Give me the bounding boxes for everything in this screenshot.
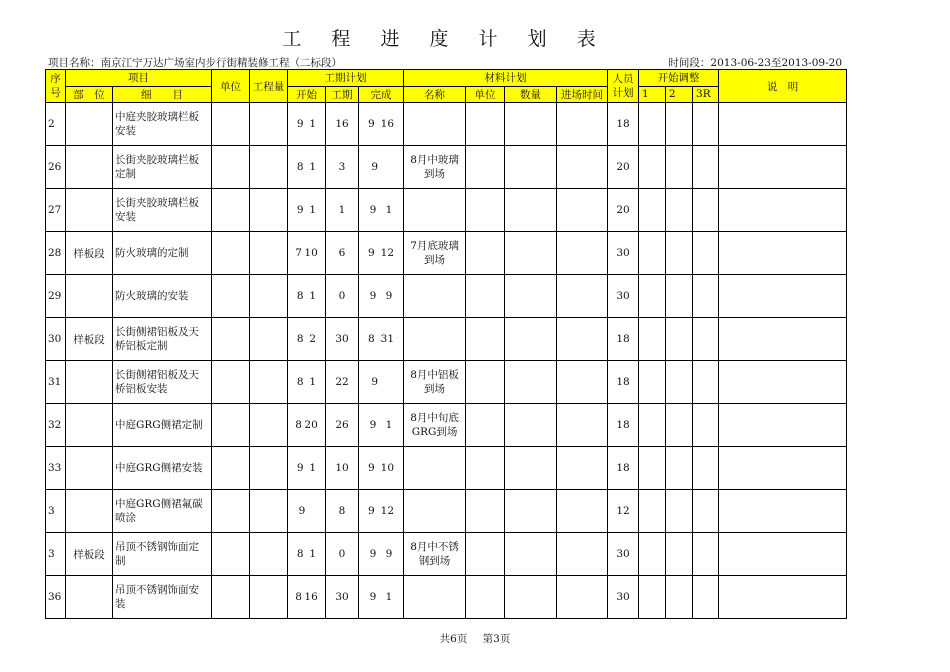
cell-detail: 长街夹胶玻璃栏板安装 <box>113 189 212 232</box>
cell-workers: 30 <box>608 576 639 619</box>
table-row <box>46 533 847 576</box>
cell-material-qty <box>505 232 557 275</box>
cell-quantity <box>250 318 288 361</box>
header-duration: 工期 <box>326 86 359 103</box>
cell-material-qty <box>505 275 557 318</box>
cell-adj-2 <box>666 275 693 318</box>
cell-part: 样板段 <box>66 318 113 361</box>
cell-seq: 26 <box>46 146 66 189</box>
cell-start-month: 8 <box>296 548 304 560</box>
cell-part <box>66 490 113 533</box>
cell-start <box>288 189 326 232</box>
cell-material-qty <box>505 490 557 533</box>
cell-quantity <box>250 275 288 318</box>
cell-part <box>66 576 113 619</box>
cell-duration: 30 <box>326 318 359 361</box>
cell-finish <box>359 576 404 619</box>
cell-material-unit <box>466 447 505 490</box>
cell-arrival <box>557 103 608 146</box>
cell-part <box>66 189 113 232</box>
cell-adj-3r <box>693 189 719 232</box>
table-body <box>46 103 847 619</box>
cell-remark <box>719 361 847 404</box>
cell-adj-1 <box>639 361 666 404</box>
cell-arrival <box>557 232 608 275</box>
cell-finish-month: 9 <box>367 247 375 259</box>
cell-quantity <box>250 103 288 146</box>
cell-arrival <box>557 189 608 232</box>
cell-duration: 3 <box>326 146 359 189</box>
cell-adj-1 <box>639 490 666 533</box>
cell-unit <box>212 318 250 361</box>
header-arrival: 进场时间 <box>557 86 608 103</box>
cell-quantity <box>250 447 288 490</box>
cell-unit <box>212 576 250 619</box>
cell-part <box>66 404 113 447</box>
page-footer <box>0 631 950 646</box>
cell-adj-1 <box>639 404 666 447</box>
cell-part <box>66 361 113 404</box>
table-row <box>46 189 847 232</box>
cell-remark <box>719 275 847 318</box>
cell-adj-1 <box>639 103 666 146</box>
cell-finish-day: 12 <box>380 247 395 259</box>
cell-finish <box>359 275 404 318</box>
header-adj-2: 2 <box>666 86 693 103</box>
cell-adj-3r <box>693 146 719 189</box>
cell-finish-month: 9 <box>369 548 377 560</box>
header-workers: 人员计划 <box>608 70 639 103</box>
cell-finish-month: 9 <box>367 118 375 130</box>
cell-workers: 20 <box>608 146 639 189</box>
cell-seq: 27 <box>46 189 66 232</box>
cell-unit <box>212 490 250 533</box>
cell-adj-1 <box>639 318 666 361</box>
cell-material-unit <box>466 576 505 619</box>
cell-material-name: 8月中玻璃到场 <box>404 146 466 189</box>
cell-material-qty <box>505 189 557 232</box>
cell-start-month: 7 <box>295 247 302 259</box>
cell-start-day: 1 <box>309 161 317 173</box>
cell-detail: 中庭GRG侧裙定制 <box>113 404 212 447</box>
cell-quantity <box>250 490 288 533</box>
cell-seq: 2 <box>46 103 66 146</box>
cell-unit <box>212 275 250 318</box>
cell-part: 样板段 <box>66 533 113 576</box>
cell-remark <box>719 490 847 533</box>
cell-start <box>288 146 326 189</box>
cell-material-qty <box>505 447 557 490</box>
cell-start-month: 8 <box>296 161 304 173</box>
cell-duration: 30 <box>326 576 359 619</box>
cell-adj-2 <box>666 318 693 361</box>
cell-arrival <box>557 318 608 361</box>
table-row <box>46 490 847 533</box>
cell-finish-day: 12 <box>380 505 395 517</box>
cell-arrival <box>557 533 608 576</box>
header-adjust: 开始调整 <box>639 70 719 87</box>
cell-finish <box>359 318 404 361</box>
cell-material-unit <box>466 103 505 146</box>
cell-finish-month: 9 <box>369 419 377 431</box>
cell-finish-day: 9 <box>385 548 393 560</box>
table-row <box>46 232 847 275</box>
cell-workers: 30 <box>608 533 639 576</box>
cell-detail: 长街夹胶玻璃栏板定制 <box>113 146 212 189</box>
cell-seq: 33 <box>46 447 66 490</box>
header-part: 部 位 <box>66 86 113 103</box>
cell-material-name <box>404 318 466 361</box>
header-start: 开始 <box>288 86 326 103</box>
cell-start-day: 1 <box>309 118 317 130</box>
cell-seq: 32 <box>46 404 66 447</box>
table-header <box>46 70 847 103</box>
cell-unit <box>212 447 250 490</box>
cell-duration: 1 <box>326 189 359 232</box>
cell-quantity <box>250 232 288 275</box>
cell-seq: 29 <box>46 275 66 318</box>
cell-material-name <box>404 490 466 533</box>
cell-adj-2 <box>666 576 693 619</box>
table-row <box>46 361 847 404</box>
cell-start-day: 1 <box>309 204 317 216</box>
cell-material-qty <box>505 404 557 447</box>
cell-detail: 长街侧裙铝板及天桥铝板安装 <box>113 361 212 404</box>
cell-finish-month: 9 <box>369 204 377 216</box>
cell-finish-month: 9 <box>369 591 377 603</box>
cell-start-day: 1 <box>309 376 317 388</box>
cell-quantity <box>250 576 288 619</box>
cell-adj-3r <box>693 318 719 361</box>
cell-start-month: 9 <box>296 204 304 216</box>
cell-start <box>288 533 326 576</box>
cell-unit <box>212 361 250 404</box>
cell-adj-2 <box>666 103 693 146</box>
cell-finish-day: 9 <box>385 290 393 302</box>
cell-arrival <box>557 146 608 189</box>
cell-workers: 18 <box>608 447 639 490</box>
cell-detail: 吊顶不锈钢饰面安装 <box>113 576 212 619</box>
header-remark: 说 明 <box>719 70 847 103</box>
cell-material-unit <box>466 490 505 533</box>
cell-duration: 22 <box>326 361 359 404</box>
header-seq: 序号 <box>46 70 66 103</box>
cell-detail: 防火玻璃的定制 <box>113 232 212 275</box>
cell-material-unit <box>466 318 505 361</box>
cell-finish-day: 31 <box>380 333 395 345</box>
cell-adj-2 <box>666 533 693 576</box>
cell-start-month: 8 <box>296 376 304 388</box>
cell-detail: 防火玻璃的安装 <box>113 275 212 318</box>
cell-start-month: 8 <box>296 333 304 345</box>
cell-duration: 26 <box>326 404 359 447</box>
cell-finish <box>359 447 404 490</box>
cell-seq: 36 <box>46 576 66 619</box>
header-finish: 完成 <box>359 86 404 103</box>
cell-finish <box>359 533 404 576</box>
cell-material-qty <box>505 146 557 189</box>
cell-duration: 0 <box>326 275 359 318</box>
cell-arrival <box>557 275 608 318</box>
cell-adj-1 <box>639 576 666 619</box>
cell-start-month: 8 <box>295 419 302 431</box>
cell-start <box>288 318 326 361</box>
table-row <box>46 576 847 619</box>
cell-unit <box>212 404 250 447</box>
cell-material-name <box>404 447 466 490</box>
cell-start-day: 16 <box>304 591 318 603</box>
cell-finish-month: 9 <box>367 505 375 517</box>
cell-material-unit <box>466 189 505 232</box>
cell-material-unit <box>466 404 505 447</box>
cell-material-unit <box>466 361 505 404</box>
cell-seq: 3 <box>46 533 66 576</box>
cell-material-qty <box>505 318 557 361</box>
cell-material-unit <box>466 232 505 275</box>
cell-unit <box>212 533 250 576</box>
cell-finish-day: 16 <box>380 118 395 130</box>
cell-start <box>288 361 326 404</box>
header-mat-qty: 数量 <box>505 86 557 103</box>
cell-part <box>66 103 113 146</box>
header-quantity: 工程量 <box>250 70 288 103</box>
cell-adj-3r <box>693 232 719 275</box>
cell-finish-day: 1 <box>385 204 393 216</box>
cell-start <box>288 447 326 490</box>
cell-start-day: 1 <box>309 290 317 302</box>
cell-start <box>288 576 326 619</box>
cell-finish <box>359 232 404 275</box>
cell-remark <box>719 146 847 189</box>
cell-material-name <box>404 103 466 146</box>
schedule-table <box>45 69 847 619</box>
time-period: 时间段：2013-06-23至2013-09-20 <box>668 57 842 69</box>
cell-material-qty <box>505 103 557 146</box>
cell-adj-3r <box>693 361 719 404</box>
cell-duration: 8 <box>326 490 359 533</box>
cell-adj-2 <box>666 404 693 447</box>
cell-remark <box>719 533 847 576</box>
cell-workers: 18 <box>608 404 639 447</box>
page-title: 工 程 进 度 计 划 表 <box>282 28 608 50</box>
cell-adj-1 <box>639 447 666 490</box>
cell-finish-month: 9 <box>367 462 375 474</box>
cell-material-unit <box>466 533 505 576</box>
cell-detail: 吊顶不锈钢饰面定制 <box>113 533 212 576</box>
cell-adj-1 <box>639 533 666 576</box>
header-detail: 细 目 <box>113 86 212 103</box>
cell-adj-3r <box>693 275 719 318</box>
cell-start-month: 9 <box>296 118 304 130</box>
header-mat-name: 名称 <box>404 86 466 103</box>
table-row <box>46 103 847 146</box>
cell-material-name <box>404 275 466 318</box>
cell-finish-month: 9 <box>371 376 379 388</box>
cell-finish-month: 8 <box>367 333 375 345</box>
cell-remark <box>719 404 847 447</box>
cell-adj-1 <box>639 146 666 189</box>
cell-seq: 30 <box>46 318 66 361</box>
cell-finish <box>359 189 404 232</box>
cell-workers: 18 <box>608 318 639 361</box>
cell-material-name: 8月中不锈钢到场 <box>404 533 466 576</box>
cell-adj-1 <box>639 189 666 232</box>
cell-arrival <box>557 404 608 447</box>
total-pages: 共6页 <box>439 633 468 645</box>
cell-material-name: 7月底玻璃到场 <box>404 232 466 275</box>
cell-start <box>288 275 326 318</box>
cell-start-month: 8 <box>296 290 304 302</box>
cell-start <box>288 232 326 275</box>
cell-arrival <box>557 447 608 490</box>
cell-duration: 10 <box>326 447 359 490</box>
cell-finish <box>359 490 404 533</box>
cell-workers: 18 <box>608 361 639 404</box>
cell-adj-2 <box>666 361 693 404</box>
cell-detail: 中庭GRG侧裙安装 <box>113 447 212 490</box>
header-adj-1: 1 <box>639 86 666 103</box>
cell-part <box>66 146 113 189</box>
cell-remark <box>719 103 847 146</box>
cell-detail: 长街侧裙铝板及天桥铝板定制 <box>113 318 212 361</box>
cell-start-month: 8 <box>295 591 302 603</box>
table-row <box>46 146 847 189</box>
cell-finish-month: 9 <box>369 290 377 302</box>
cell-quantity <box>250 146 288 189</box>
cell-start-day: 10 <box>304 247 318 259</box>
cell-material-unit <box>466 275 505 318</box>
cell-adj-2 <box>666 232 693 275</box>
cell-start <box>288 404 326 447</box>
table-row <box>46 275 847 318</box>
cell-detail: 中庭GRG侧裙氟碳喷涂 <box>113 490 212 533</box>
cell-adj-3r <box>693 490 719 533</box>
cell-quantity <box>250 533 288 576</box>
cell-adj-2 <box>666 447 693 490</box>
current-page: 第3页 <box>482 633 511 645</box>
cell-adj-3r <box>693 447 719 490</box>
cell-arrival <box>557 490 608 533</box>
cell-adj-3r <box>693 103 719 146</box>
cell-material-qty <box>505 576 557 619</box>
cell-start <box>288 490 326 533</box>
cell-seq: 3 <box>46 490 66 533</box>
cell-remark <box>719 232 847 275</box>
cell-part: 样板段 <box>66 232 113 275</box>
header-mat-unit: 单位 <box>466 86 505 103</box>
cell-adj-2 <box>666 189 693 232</box>
cell-material-qty <box>505 361 557 404</box>
cell-quantity <box>250 404 288 447</box>
cell-start-day: 1 <box>309 462 317 474</box>
cell-workers: 18 <box>608 103 639 146</box>
cell-finish <box>359 103 404 146</box>
cell-arrival <box>557 576 608 619</box>
cell-finish-day: 1 <box>385 419 393 431</box>
cell-material-qty <box>505 533 557 576</box>
header-unit: 单位 <box>212 70 250 103</box>
cell-workers: 30 <box>608 275 639 318</box>
cell-duration: 6 <box>326 232 359 275</box>
cell-detail: 中庭夹胶玻璃栏板安装 <box>113 103 212 146</box>
cell-adj-2 <box>666 146 693 189</box>
cell-duration: 16 <box>326 103 359 146</box>
header-material-plan: 材料计划 <box>404 70 608 87</box>
cell-unit <box>212 189 250 232</box>
cell-adj-3r <box>693 533 719 576</box>
cell-start <box>288 103 326 146</box>
cell-remark <box>719 447 847 490</box>
cell-adj-2 <box>666 490 693 533</box>
cell-remark <box>719 576 847 619</box>
cell-part <box>66 447 113 490</box>
header-adj-3r: 3R <box>693 86 719 103</box>
cell-material-name <box>404 189 466 232</box>
cell-adj-1 <box>639 232 666 275</box>
cell-finish <box>359 146 404 189</box>
table-row <box>46 318 847 361</box>
cell-unit <box>212 232 250 275</box>
cell-unit <box>212 146 250 189</box>
cell-duration: 0 <box>326 533 359 576</box>
cell-material-unit <box>466 146 505 189</box>
cell-seq: 28 <box>46 232 66 275</box>
table-row <box>46 447 847 490</box>
cell-part <box>66 275 113 318</box>
cell-finish <box>359 361 404 404</box>
cell-unit <box>212 103 250 146</box>
cell-workers: 30 <box>608 232 639 275</box>
cell-material-name: 8月中铝板到场 <box>404 361 466 404</box>
cell-material-name <box>404 576 466 619</box>
cell-quantity <box>250 361 288 404</box>
cell-remark <box>719 189 847 232</box>
cell-finish <box>359 404 404 447</box>
table-row <box>46 404 847 447</box>
cell-start-day: 2 <box>309 333 317 345</box>
cell-adj-3r <box>693 576 719 619</box>
cell-adj-1 <box>639 275 666 318</box>
cell-workers: 20 <box>608 189 639 232</box>
header-item: 项目 <box>66 70 212 87</box>
header-schedule: 工期计划 <box>288 70 404 87</box>
cell-finish-day: 1 <box>385 591 393 603</box>
cell-seq: 31 <box>46 361 66 404</box>
cell-start-day: 20 <box>304 419 318 431</box>
project-name: 项目名称：南京江宁万达广场室内步行街精装修工程（二标段） <box>48 57 342 69</box>
cell-start-month: 9 <box>298 505 306 517</box>
cell-finish-day: 10 <box>380 462 395 474</box>
cell-material-name: 8月中旬底GRG到场 <box>404 404 466 447</box>
cell-quantity <box>250 189 288 232</box>
cell-workers: 12 <box>608 490 639 533</box>
cell-remark <box>719 318 847 361</box>
cell-finish-month: 9 <box>371 161 379 173</box>
cell-adj-3r <box>693 404 719 447</box>
cell-arrival <box>557 361 608 404</box>
cell-start-month: 9 <box>296 462 304 474</box>
cell-start-day: 1 <box>309 548 317 560</box>
